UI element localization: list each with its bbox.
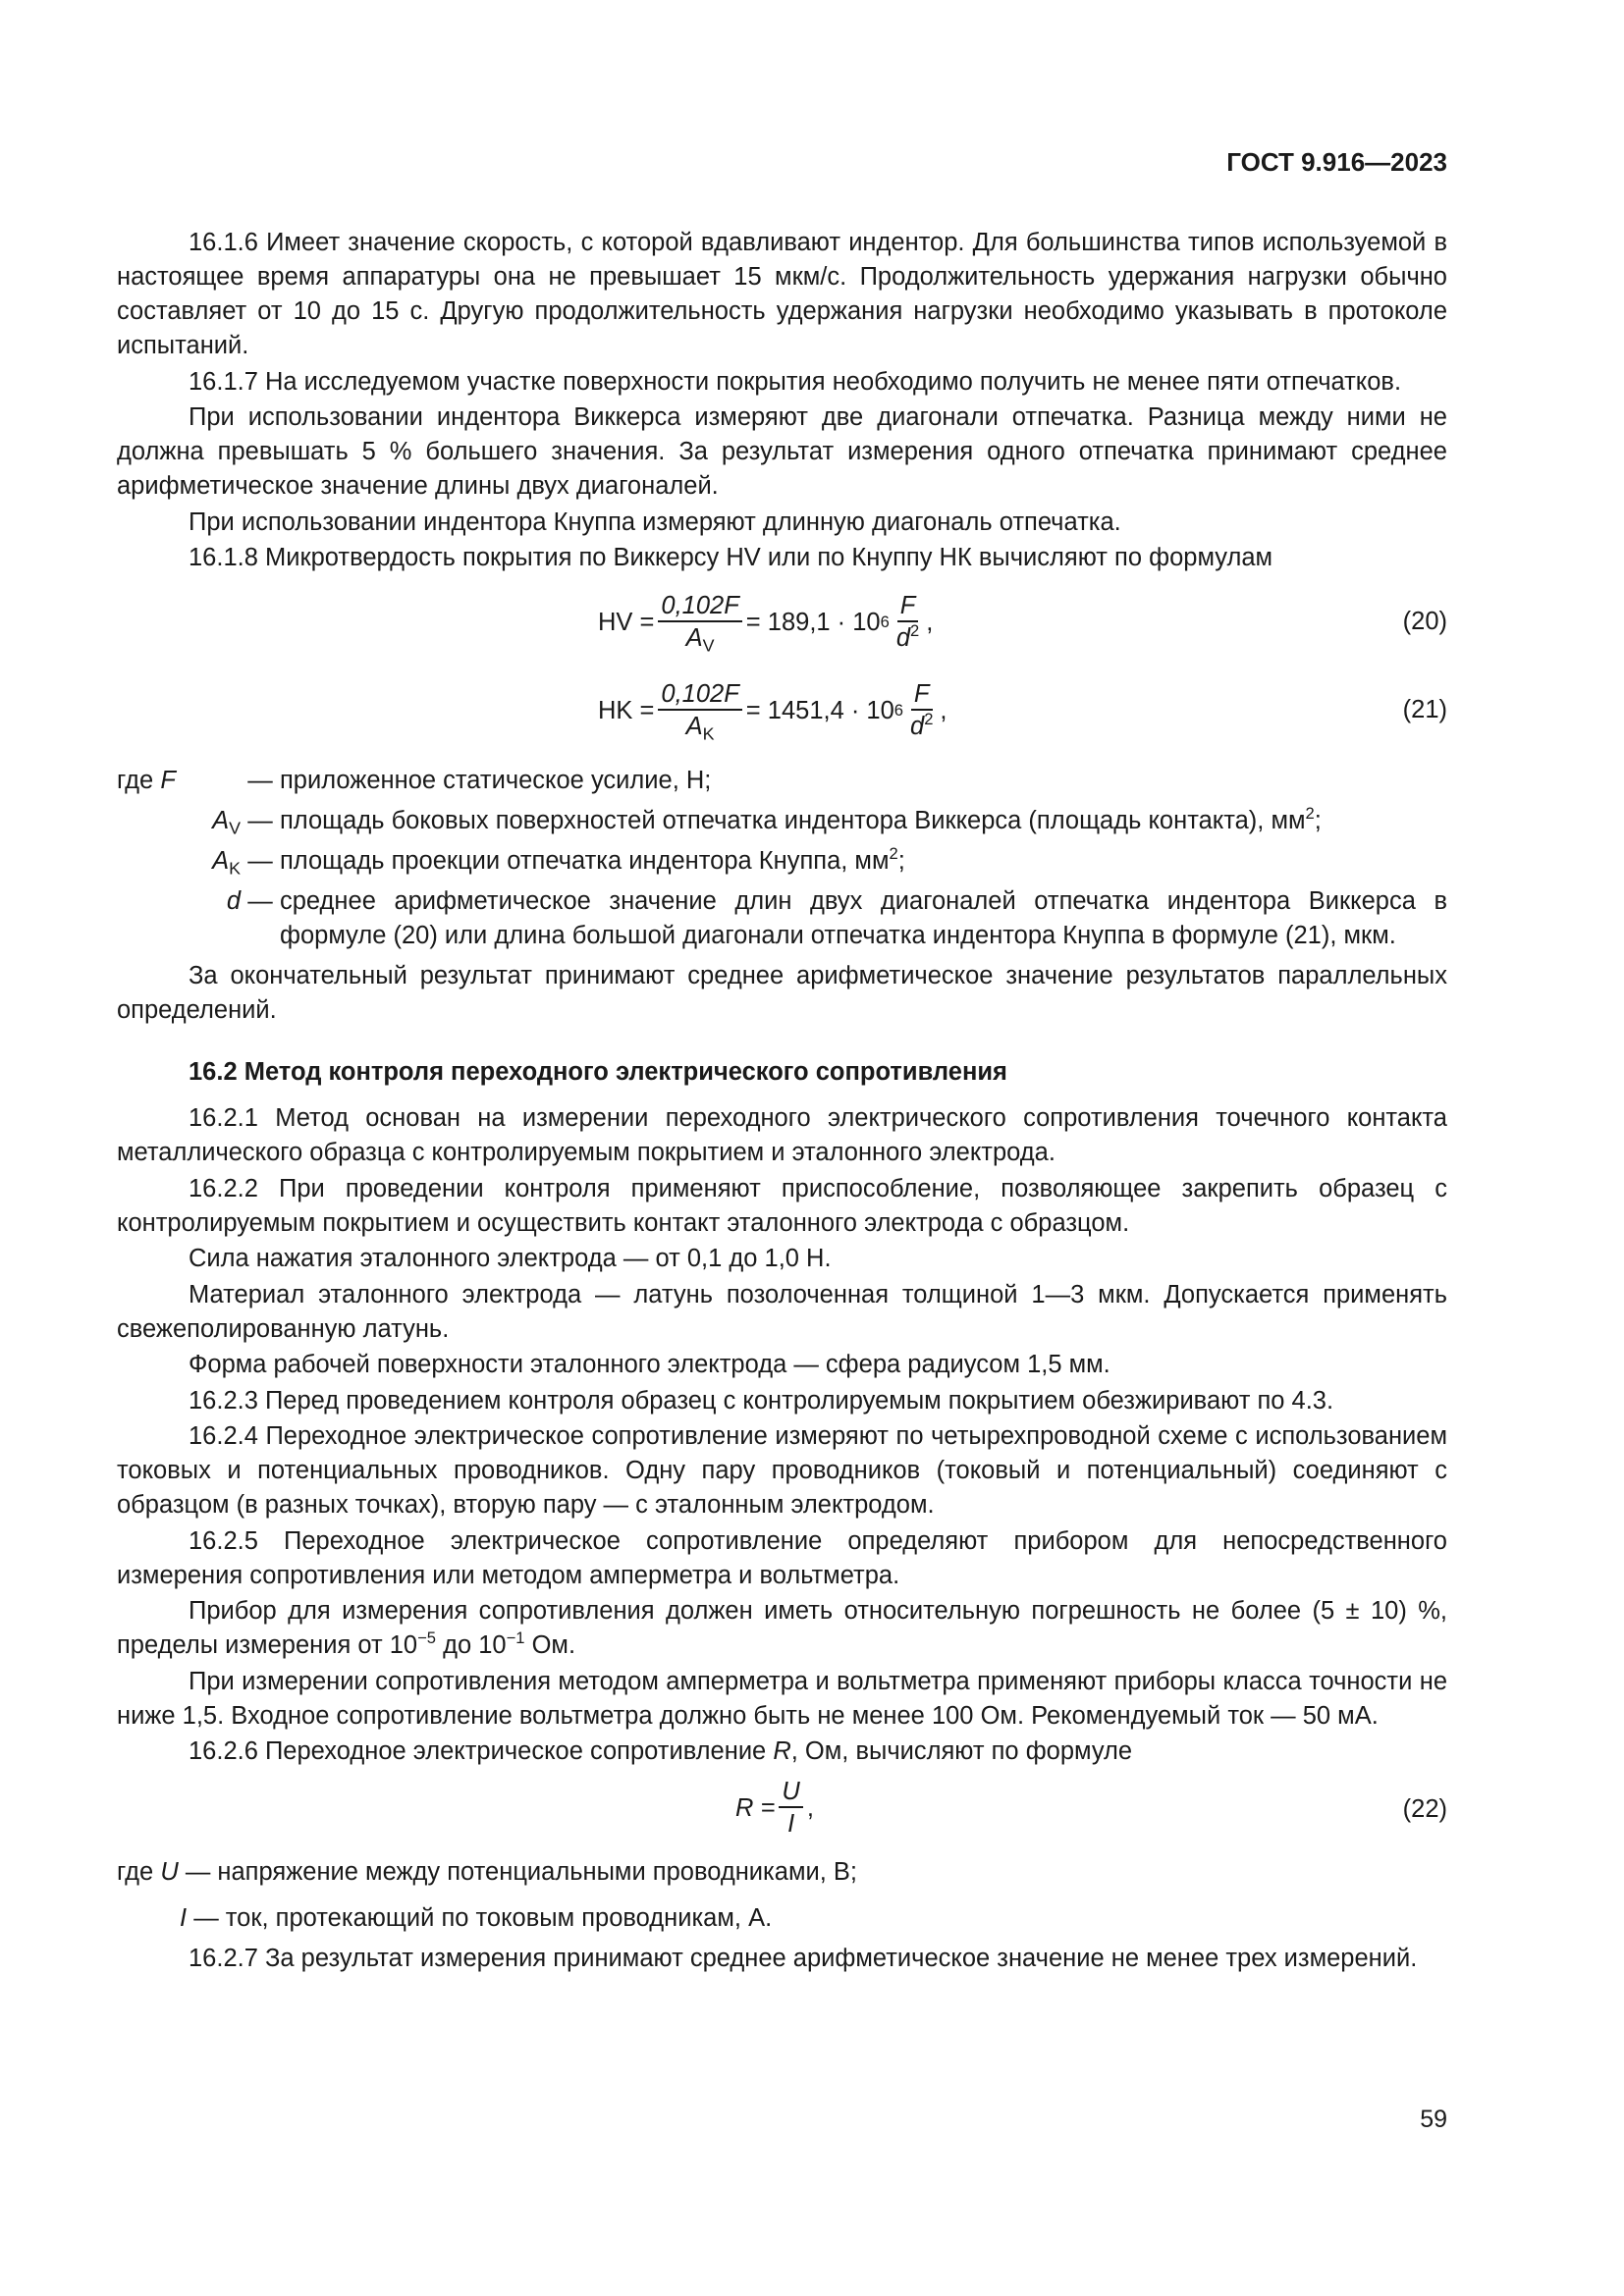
paragraph-final-result: За окончательный результат принимают среднее арифметическое значение результатов параллельных определений. xyxy=(117,962,1447,1024)
definition-term: где U — напряжение между потенциальными проводниками, В; xyxy=(117,1858,857,1886)
formula-21-denominator: A xyxy=(685,713,703,740)
formula-20-denominator: A xyxy=(685,624,703,652)
definition-dash: — xyxy=(247,807,273,834)
formula-21-numerator-2: F xyxy=(913,680,930,708)
formula-22-fraction xyxy=(779,1777,802,1840)
definition-term: $A_V$ xyxy=(212,807,241,838)
section-heading-16-2: 16.2 Метод контроля переходного электрического сопротивления xyxy=(189,1058,1007,1086)
paragraph-16-2-2: 16.2.2 При проведении контроля применяют приспособление, позволяющее закрепить образец с контролируемым покрытием и осуществить контакт эталонного электрода с образцом. xyxy=(117,1174,1447,1237)
formula-22-comma: , xyxy=(806,1793,814,1822)
definition-term: $A_K$ xyxy=(212,847,241,879)
formula-20-lhs: HV = xyxy=(598,608,655,636)
definitions-list-1 xyxy=(117,764,1447,953)
formula-21-comma: , xyxy=(940,696,947,724)
paragraph-vickers: При использовании индентора Виккерса измеряют две диагонали отпечатка. Разница между ними не должна превышать 5 % большего значения. За результат измерения одного отпечатка принимают среднее арифметическое значение длины двух диагоналей. xyxy=(117,403,1447,500)
formula-22-number: (22) xyxy=(1402,1795,1447,1823)
paragraph-16-1-8: 16.1.8 Микротвердость покрытия по Виккерсу HV или по Кнуппу НК вычисляют по формулам xyxy=(189,544,1273,571)
formula-20-denominator-2-exponent: 2 xyxy=(910,621,920,641)
definition-item xyxy=(117,1855,1447,1890)
definition-item xyxy=(117,804,1447,838)
definition-item xyxy=(117,1901,1447,1936)
formula-20-coefficient: = 189,1 · 10 xyxy=(745,608,881,636)
formula-21-fraction-1 xyxy=(658,679,741,742)
definition-item xyxy=(117,764,1447,798)
paragraph-16-2-6: 16.2.6 Переходное электрическое сопротивление R, Ом, вычисляют по формуле xyxy=(189,1737,1133,1765)
formula-20-numerator: 0,102F xyxy=(661,592,739,619)
page-body xyxy=(117,226,1447,1978)
formula-20-numerator-2: F xyxy=(899,592,916,619)
definition-item xyxy=(117,884,1447,953)
formula-22 xyxy=(117,1777,1447,1845)
formula-20-comma: , xyxy=(926,608,934,636)
definition-dash: — xyxy=(247,847,273,875)
definition-term: I — ток, протекающий по токовым проводникам, А. xyxy=(180,1904,773,1932)
paragraph-knoop: При использовании индентора Кнуппа измеряют длинную диагональ отпечатка. xyxy=(189,507,1121,536)
formula-22-denominator: I xyxy=(787,1810,795,1838)
formula-20-fraction-2 xyxy=(893,591,922,654)
paragraph-16-2-4: 16.2.4 Переходное электрическое сопротивление измеряют по четырехпроводной схеме с использованием токовых и потенциальных проводников. Одну пару проводников (токовый и потенциальный) соединяют с образцом (в разных точках), вторую пару — с эталонным электродом. xyxy=(117,1422,1447,1519)
paragraph-16-2-7: 16.2.7 За результат измерения принимают среднее арифметическое значение не менее трех измерений. xyxy=(189,1945,1418,1972)
formula-21: HK = $\frac{0,102F}{A_K}$ = 1451,4 · 10 6 $\frac{F}{d^2}$ , (21) xyxy=(598,680,1447,744)
formula-20-denominator-2: d xyxy=(895,624,911,652)
formula-21-numerator: 0,102F xyxy=(661,680,739,708)
formula-21-denominator-2-exponent: 2 xyxy=(924,710,934,729)
formula-20-fraction-1 xyxy=(658,591,741,654)
formula-22-lhs: R = xyxy=(735,1793,776,1822)
paragraph-shape: Форма рабочей поверхности эталонного электрода — сфера радиусом 1,5 мм. xyxy=(189,1351,1110,1378)
page-number: 59 xyxy=(1420,2106,1447,2133)
paragraph-16-2-5: 16.2.5 Переходное электрическое сопротивление определяют прибором для непосредственного измерения сопротивления или методом амперметра и вольтметра. xyxy=(117,1526,1447,1589)
definition-text: площадь боковых поверхностей отпечатка индентора Виккерса (площадь контакта), $мм^2$; xyxy=(280,804,1322,834)
paragraph-ammeter: При измерении сопротивления методом амперметра и вольтметра применяют приборы класса точности не ниже 1,5. Входное сопротивление вольтметра должно быть не менее 100 Ом. Рекомендуемый ток — 50 мА. xyxy=(117,1667,1447,1730)
definition-text: площадь проекции отпечатка индентора Кнуппа, $мм^2$; xyxy=(280,844,905,875)
formula-21-denominator-subscript: K xyxy=(702,723,715,744)
paragraph-instrument: Прибор для измерения сопротивления должен иметь относительную погрешность не более (5 ± 10) %, пределы измерения от $10^{-5}$ до $10^{-1}$ Ом. xyxy=(117,1597,1447,1659)
paragraph-force: Сила нажатия эталонного электрода — от 0,1 до 1,0 Н. xyxy=(189,1245,832,1272)
definition-text: приложенное статическое усилие, Н; xyxy=(280,767,712,794)
document-code: ГОСТ 9.916—2023 xyxy=(1226,147,1447,177)
formula-21-fraction-2 xyxy=(907,679,936,742)
definition-dash: — xyxy=(247,887,273,915)
paragraph-16-2-3: 16.2.3 Перед проведением контроля образец с контролируемым покрытием обезжиривают по 4.3. xyxy=(189,1386,1334,1415)
formula-22-numerator: U xyxy=(782,1778,800,1805)
formula-20-denominator-subscript: V xyxy=(702,635,715,656)
formula-21-lhs: HK = xyxy=(598,696,655,724)
definitions-list-2 xyxy=(117,1855,1447,1936)
formula-21-denominator-2: d xyxy=(910,713,925,740)
paragraph-16-2-1: 16.2.1 Метод основан на измерении переходного электрического сопротивления точечного контакта металлического образца с контролируемым покрытием и эталонного электрода. xyxy=(117,1104,1447,1166)
definition-item xyxy=(117,844,1447,879)
definition-term: d xyxy=(226,887,241,915)
formula-21-coefficient: = 1451,4 · 10 xyxy=(745,696,894,724)
definition-dash: — xyxy=(247,767,273,794)
formula-20-number: (20) xyxy=(1402,608,1447,635)
paragraph-16-1-6: 16.1.6 Имеет значение скорость, с которой вдавливают индентор. Для большинства типов используемой в настоящее время аппаратуры она не превышает 15 мкм/с. Продолжительность удержания нагрузки обычно составляет от 10 до 15 с. Другую продолжительность удержания нагрузки необходимо указывать в протоколе испытаний. xyxy=(117,229,1447,359)
definition-term: где F xyxy=(117,767,176,794)
formula-20: HV = $\frac{0,102F}{A_V}$ = 189,1 · 10 6 $\frac{F}{d^2}$ , (20) xyxy=(598,592,1447,656)
definition-text: среднее арифметическое значение длин двух диагоналей отпечатка индентора Виккерса в формуле (20) или длина большой диагонали отпечатка индентора Кнуппа в формуле (21), мкм. xyxy=(280,887,1447,949)
paragraph-16-1-7: 16.1.7 На исследуемом участке поверхности покрытия необходимо получить не менее пяти отпечатков. xyxy=(189,367,1402,396)
formula-21-number: (21) xyxy=(1402,696,1447,723)
paragraph-material: Материал эталонного электрода — латунь позолоченная толщиной 1—3 мкм. Допускается применять свежеполированную латунь. xyxy=(117,1280,1447,1343)
